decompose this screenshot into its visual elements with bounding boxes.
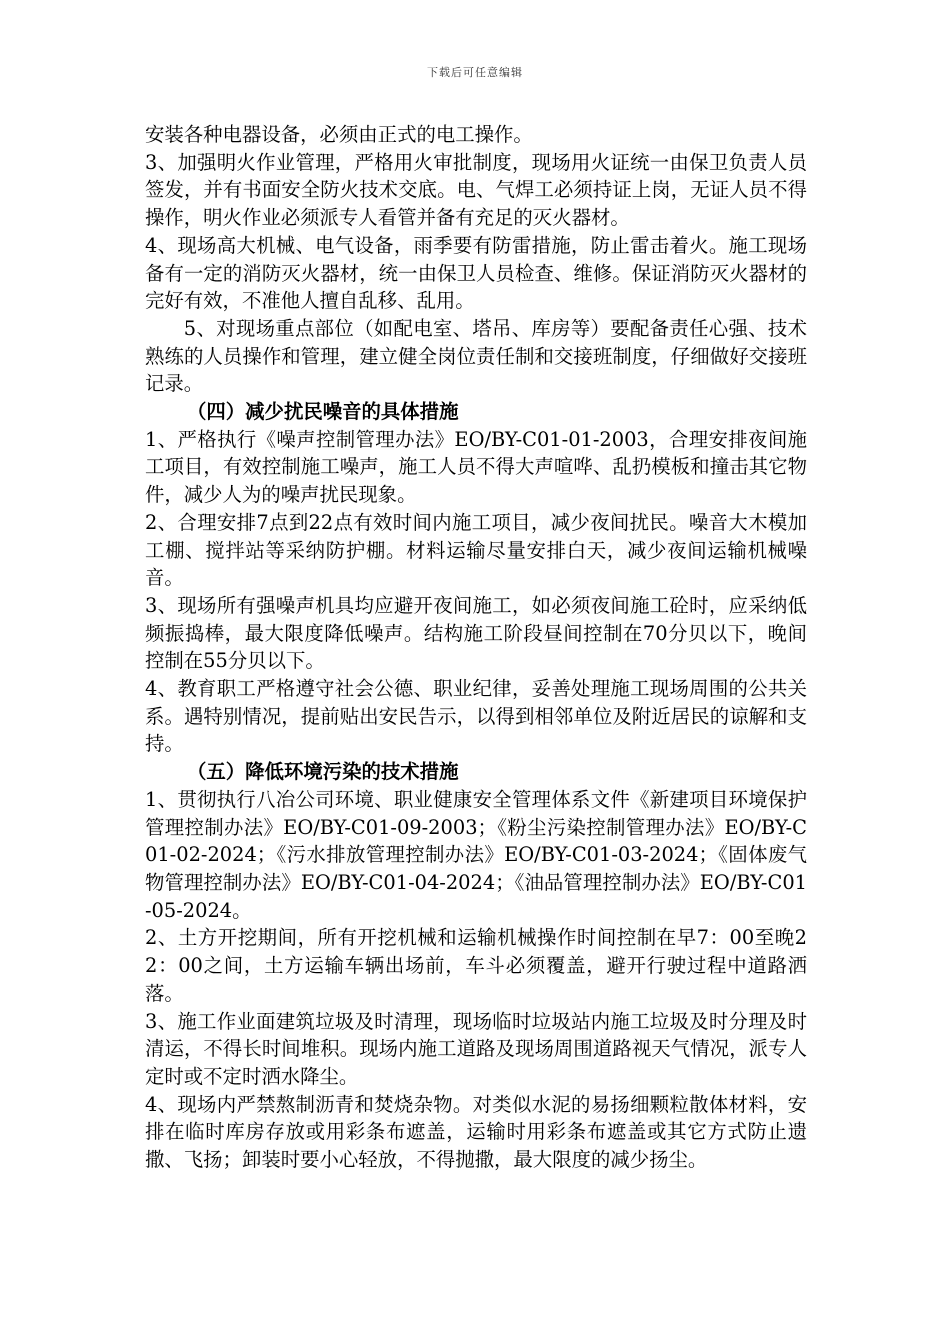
section-heading: （五）降低环境污染的技术措施 (187, 760, 459, 784)
paragraph: 4、教育职工严格遵守社会公德、职业纪律，妥善处理施工现场周围的公共关系。遇特别情况，提前贴出安民告示，以得到相邻单位及附近居民的谅解和支持。 (145, 677, 807, 756)
paragraph: 3、加强明火作业管理，严格用火审批制度，现场用火证统一由保卫负责人员签发，并有书面安全防火技术交底。电、气焊工必须持证上岗，无证人员不得操作，明火作业必须派专人看管并备有充足的灭火器材。 (145, 150, 807, 230)
page-header: 下载后可任意编辑 (427, 66, 523, 79)
paragraph: 3、施工作业面建筑垃圾及时清理，现场临时垃圾站内施工垃圾及时分理及时清运，不得长时间堆积。现场内施工道路及现场周围道路视天气情况，派专人定时或不定时洒水降尘。 (145, 1009, 807, 1088)
paragraph: 安装各种电器设备，必须由正式的电工操作。 (145, 123, 533, 146)
paragraph: 3、现场所有强噪声机具均应避开夜间施工，如必须夜间施工砼时，应采纳低频振捣棒，最大限度降低噪声。结构施工阶段昼间控制在70分贝以下，晚间控制在55分贝以下。 (145, 593, 807, 673)
section-heading: （四）减少扰民噪音的具体措施 (187, 400, 459, 424)
paragraph: 1、贯彻执行八冶公司环境、职业健康安全管理体系文件《新建项目环境保护管理控制办法》EO/BY-C01-09-2003；《粉尘污染控制管理办法》EO/BY-C01-02-2024；《污水排放管理控制办法》EO/BY-C01-03-2024；《固体废气物管理控制办法》EO/BY-C01-04-2024；《油品管理控制办法》EO/BY-C01-05-2024。 (145, 787, 807, 922)
paragraph: 4、现场内严禁熬制沥青和焚烧杂物。对类似水泥的易扬细颗粒散体材料，安排在临时库房存放或用彩条布遮盖，运输时用彩条布遮盖或其它方式防止遗撒、飞扬；卸装时要小心轻放，不得抛撒，最大限度的减少扬尘。 (145, 1092, 807, 1172)
paragraph: 2、合理安排7点到22点有效时间内施工项目，减少夜间扰民。噪音大木模加工棚、搅拌站等采纳防护棚。材料运输尽量安排白天，减少夜间运输机械噪音。 (145, 510, 807, 590)
paragraph: 1、严格执行《噪声控制管理办法》EO/BY-C01-01-2003，合理安排夜间施工项目，有效控制施工噪声，施工人员不得大声喧哗、乱扔模板和撞击其它物件，减少人为的噪声扰民现象。 (145, 427, 807, 507)
paragraph: 5、对现场重点部位（如配电室、塔吊、库房等）要配备责任心强、技术熟练的人员操作和管理，建立健全岗位责任制和交接班制度，仔细做好交接班记录。 (145, 316, 807, 396)
paragraph: 2、土方开挖期间，所有开挖机械和运输机械操作时间控制在早7：00至晚22：00之间，土方运输车辆出场前，车斗必须覆盖，避开行驶过程中道路洒落。 (145, 926, 807, 1005)
document-body (145, 121, 807, 1174)
paragraph: 4、现场高大机械、电气设备，雨季要有防雷措施，防止雷击着火。施工现场备有一定的消防灭火器材，统一由保卫人员检查、维修。保证消防灭火器材的完好有效，不准他人擅自乱移、乱用。 (145, 233, 807, 313)
